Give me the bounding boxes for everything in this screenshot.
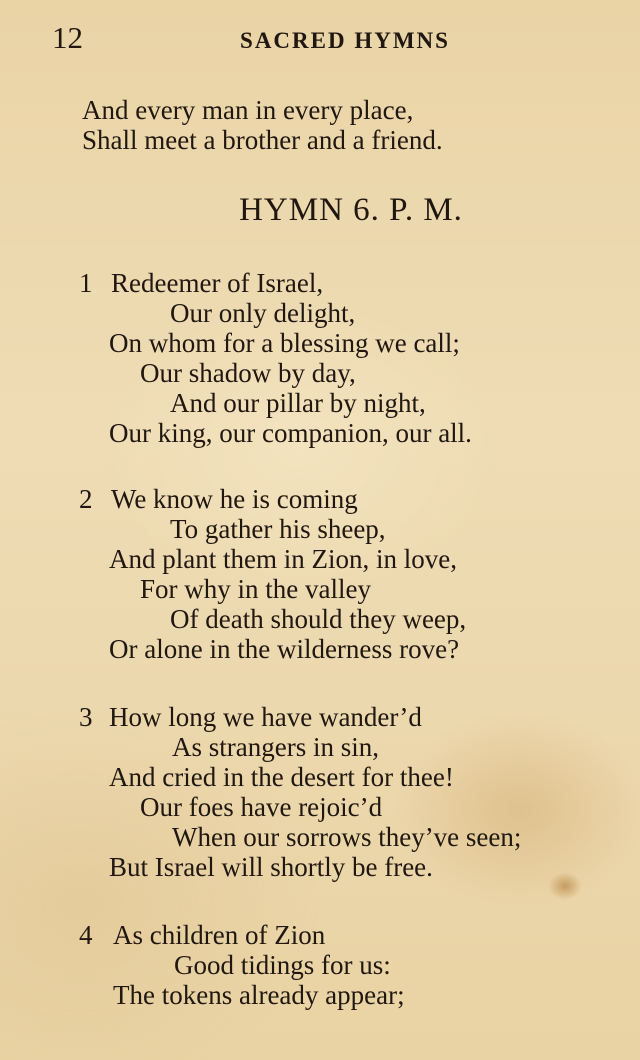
page-number: 12 xyxy=(52,20,83,55)
paper-stain xyxy=(548,872,582,900)
verse-line: As strangers in sin, xyxy=(172,732,379,762)
verse-line: To gather his sheep, xyxy=(170,514,386,544)
stanza-number: 1 xyxy=(79,268,93,298)
verse-line: And plant them in Zion, in love, xyxy=(109,544,457,574)
verse-line: Shall meet a brother and a friend. xyxy=(82,125,443,155)
stanza-number: 3 xyxy=(79,702,93,732)
stanza-number: 4 xyxy=(79,920,93,950)
page-header xyxy=(0,20,640,60)
verse-line: Our king, our companion, our all. xyxy=(109,418,472,448)
stanza-number: 2 xyxy=(79,484,93,514)
verse-line: Of death should they weep, xyxy=(170,604,467,634)
verse-line: Our only delight, xyxy=(170,298,356,328)
verse-line: But Israel will shortly be free. xyxy=(109,852,433,882)
verse-line: As children of Zion xyxy=(113,920,326,950)
verse-line: How long we have wander’d xyxy=(109,702,422,732)
verse-line: We know he is coming xyxy=(111,484,358,514)
running-head: SACRED HYMNS xyxy=(240,28,450,53)
verse-line: And our pillar by night, xyxy=(170,388,426,418)
verse-line: On whom for a blessing we call; xyxy=(109,328,460,358)
verse-line: Good tidings for us: xyxy=(174,950,391,980)
verse-line: Our shadow by day, xyxy=(140,358,356,388)
verse-line: The tokens already appear; xyxy=(113,980,405,1010)
verse-line: When our sorrows they’ve seen; xyxy=(172,822,522,852)
verse-line: Our foes have rejoic’d xyxy=(140,792,383,822)
verse-line: Redeemer of Israel, xyxy=(111,268,324,298)
verse-line: And cried in the desert for thee! xyxy=(109,762,454,792)
hymn-title: HYMN 6. P. M. xyxy=(239,192,463,228)
verse-line: Or alone in the wilderness rove? xyxy=(109,634,460,664)
verse-line: And every man in every place, xyxy=(82,95,414,125)
verse-line: For why in the valley xyxy=(140,574,371,604)
